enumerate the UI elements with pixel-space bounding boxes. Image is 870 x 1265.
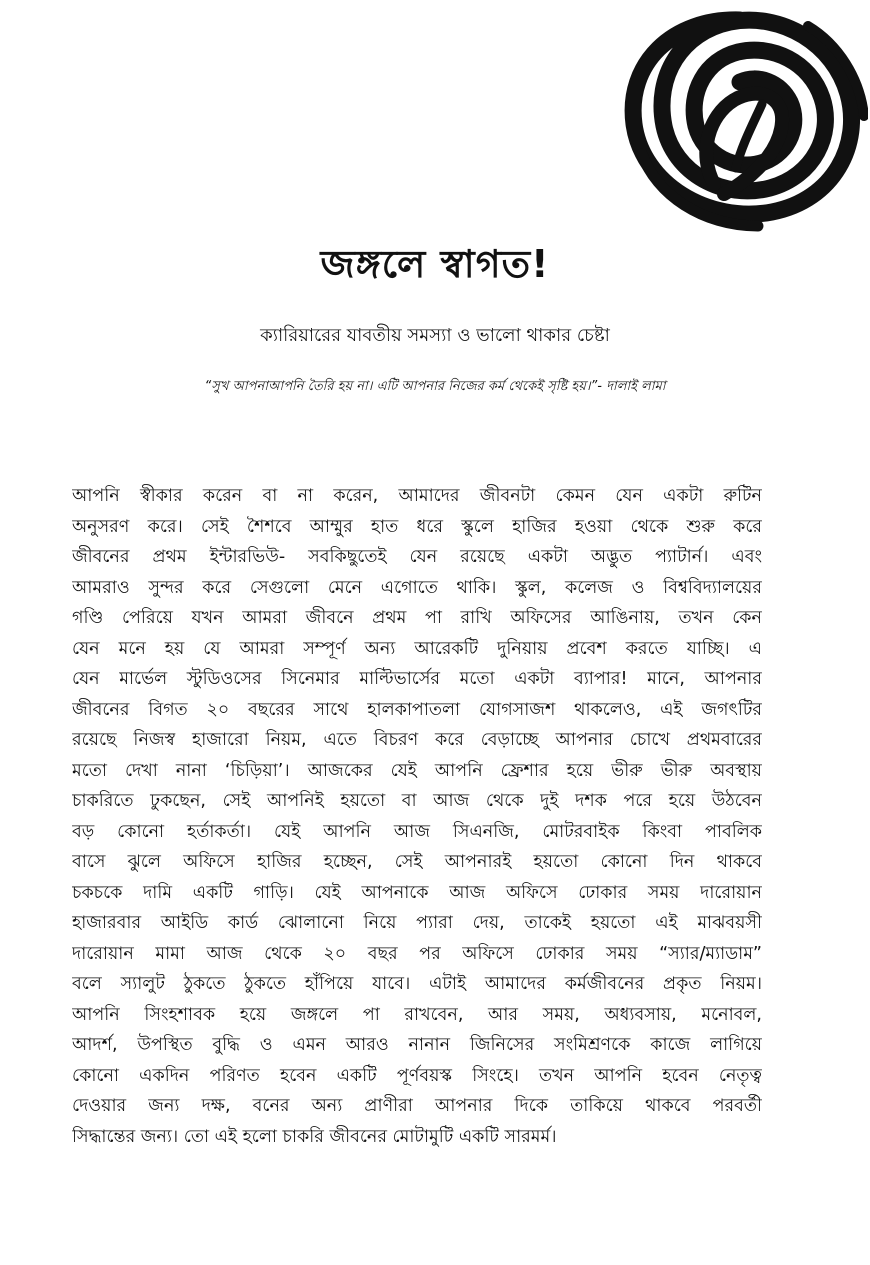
paragraph-line: জীবনের বিগত ২০ বছরের সাথে হালকাপাতলা যোগসাজশ থাকলেও, এই জগৎটির [72,699,762,720]
paragraph-line: অনুসরণ করে। সেই শৈশবে আম্মুর হাত ধরে স্কুলে হাজির হওয়া থেকে শুরু করে [72,516,762,537]
epigraph-quote: “সুখ আপনাআপনি তৈরি হয় না। এটি আপনার নিজের কর্ম থেকেই সৃষ্টি হয়।”- দালাই লামা [204,379,666,394]
paragraph-line: মতো দেখা নানা ‘চিড়িয়া’। আজকের যেই আপনি ফ্রেশার হয়ে ভীরু ভীরু অবস্থায় [72,760,762,781]
paragraph-line: বাসে ঝুলে অফিসে হাজির হচ্ছেন, সেই আপনারই হয়তো কোনো দিন থাকবে [72,852,762,872]
paragraph-line: চাকরিতে ঢুকছেন, সেই আপনিই হয়তো বা আজ থেকে দুই দশক পরে হয়ে উঠবেন [72,791,762,811]
spiral-scribble-icon [612,4,868,232]
paragraph-line: আমরাও সুন্দর করে সেগুলো মেনে এগোতে থাকি। স্কুল, কলেজ ও বিশ্ববিদ্যালয়ের [72,577,762,598]
paragraph-line: আদর্শ, উপস্থিত বুদ্ধি ও এমন আরও নানান জিনিসের সংমিশ্রণকে কাজে লাগিয়ে [72,1035,762,1055]
paragraph-line: যেন মার্ভেল স্টুডিওসের সিনেমার মাল্টিভার্সের মতো একটা ব্যাপার! মানে, আপনার [72,669,762,689]
chapter-subtitle: ক্যারিয়ারের যাবতীয় সমস্যা ও ভালো থাকার চেষ্টা [260,325,610,346]
paragraph-line: বড় কোনো হর্তাকর্তা। যেই আপনি আজ সিএনজি, মোটরবাইক কিংবা পাবলিক [72,821,762,842]
paragraph-line: কোনো একদিন পরিণত হবেন একটি পূর্ণবয়স্ক সিংহে। তখন আপনি হবেন নেতৃত্ব [72,1065,762,1086]
paragraph-line: সিদ্ধান্তের জন্য। তো এই হলো চাকরি জীবনের মোটামুটি একটি সারমর্ম। [72,1126,557,1147]
paragraph-line: জীবনের প্রথম ইন্টারভিউ- সবকিছুতেই যেন রয়েছে একটা অদ্ভুত প্যাটার্ন। এবং [72,547,762,567]
body-paragraph [72,481,762,1152]
paragraph-line: বলে স্যালুট ঠুকতে ঠুকতে হাঁপিয়ে যাবে। এটাই আমাদের কর্মজীবনের প্রকৃত নিয়ম। [72,974,762,994]
chapter-title: জঙ্গলে স্বাগত! [320,242,550,286]
paragraph-line: আপনি সিংহশাবক হয়ে জঙ্গলে পা রাখবেন, আর সময়, অধ্যবসায়, মনোবল, [72,1004,762,1025]
paragraph-line: রয়েছে নিজস্ব হাজারো নিয়ম, এতে বিচরণ করে বেড়াচ্ছে আপনার চোখে প্রথমবারের [72,730,762,750]
paragraph-line: হাজারবার আইডি কার্ড ঝোলানো নিয়ে প্যারা দেয়, তাকেই হয়তো এই মাঝবয়সী [72,913,762,933]
paragraph-line: যেন মনে হয় যে আমরা সম্পূর্ণ অন্য আরেকটি দুনিয়ায় প্রবেশ করতে যাচ্ছি। এ [72,638,762,659]
paragraph-line: চকচকে দামি একটি গাড়ি। যেই আপনাকে আজ অফিসে ঢোকার সময় দারোয়ান [72,882,762,903]
paragraph-line: দেওয়ার জন্য দক্ষ, বনের অন্য প্রাণীরা আপনার দিকে তাকিয়ে থাকবে পরবর্তী [72,1096,762,1116]
paragraph-line: গণ্ডি পেরিয়ে যখন আমরা জীবনে প্রথম পা রাখি অফিসের আঙিনায়, তখন কেন [72,608,762,628]
paragraph-line: দারোয়ান মামা আজ থেকে ২০ বছর পর অফিসে ঢোকার সময় “স্যার/ম্যাডাম” [72,943,762,964]
paragraph-line: আপনি স্বীকার করেন বা না করেন, আমাদের জীবনটা কেমন যেন একটা রুটিন [72,486,762,506]
